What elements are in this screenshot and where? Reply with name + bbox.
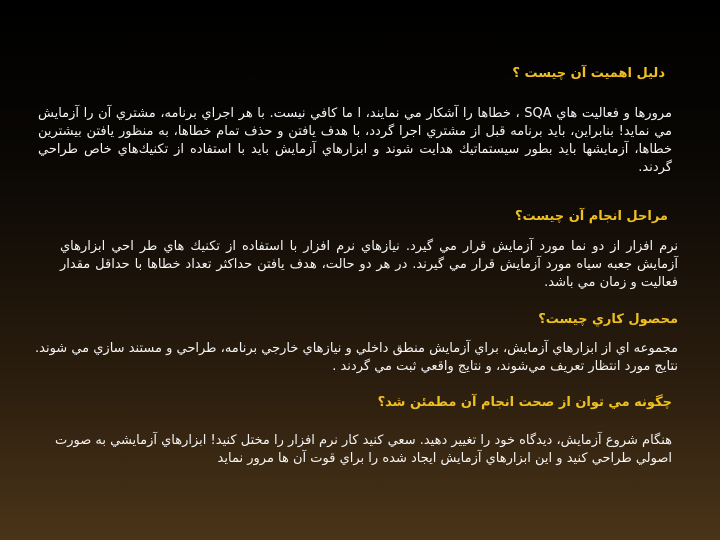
section-heading-work-product: محصول كاري چيست؟: [538, 312, 678, 327]
section-heading-steps: مراحل انجام آن چيست؟: [514, 209, 668, 224]
section-heading-verification: چگونه مي توان از صحت انجام آن مطمئن شد؟: [377, 395, 672, 410]
section-heading-importance: دليل اهميت آن چيست ؟: [512, 66, 665, 81]
section-text-work-product: مجموعه اي از ابزارهاي آزمايش، براي آزمايش منطق داخلي و نيازهاي خارجي برنامه، طراحي و مستند سازي مي شوند. نتايج مورد انتظار تعريف مي‌شوند، و نتايج واقعي ثبت مي گردند .: [35, 341, 678, 374]
section-text-verification: هنگام شروع آزمايش، ديدگاه خود را تغيير دهيد. سعي كنيد كار نرم افزار را مختل كنيد! ابزارهاي آزمايشي به صورت اصولي طراحي كنيد و اين ابزارهاي آزمايش ايجاد شده را براي قوت آن ها مرور نمايد: [55, 433, 672, 466]
section-text-steps: نرم افزار از دو نما مورد آزمايش قرار مي گيرد. نيازهاي نرم افزار با استفاده از تكنيك هاي طر احي ابزارهاي آزمايش جعبه سياه مورد آزمايش قرار مي گيرند. در هر دو حالت، هدف يافتن حداكثر تعداد خطاها با حداقل مقدار فعاليت و زمان مي باشد.: [60, 239, 678, 290]
section-text-importance: مرورها و فعاليت هاي SQA ، خطاها را آشكار مي نمايند، ا ما كافي نيست. با هر اجراي برنامه، مشتري آن را آزمايش مي نمايد! بنابراين، بايد برنامه قبل از مشتري اجرا گردد، با هدف يافتن و حذف تمام خطاها، به منظور يافتن بيشترين خطاها، آزمايشها بايد بطور سيستماتيك هدايت شوند و ابزارهاي آزمايش بايد با استفاده از تكنيك‌هاي خاص طراحي گردند.: [38, 106, 672, 175]
